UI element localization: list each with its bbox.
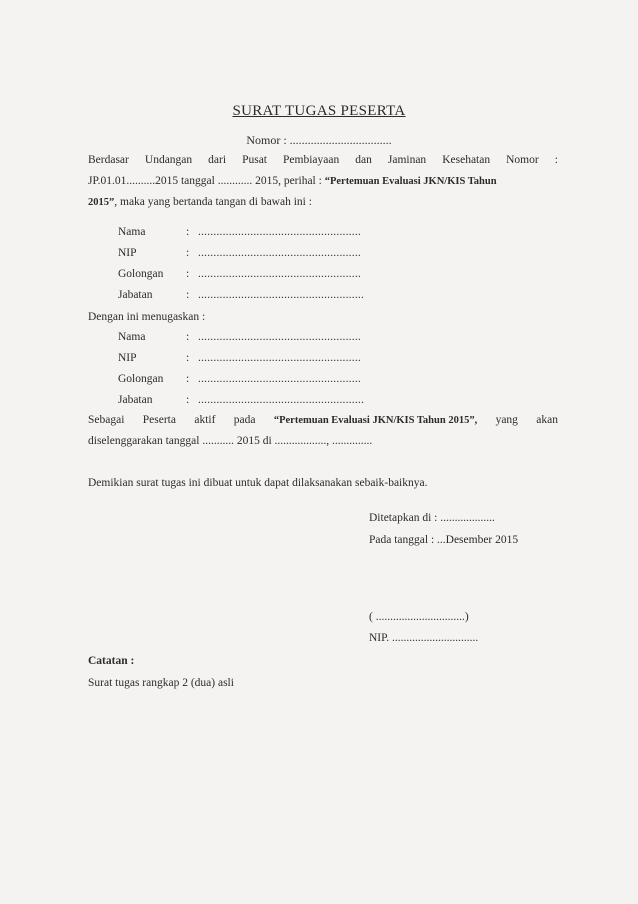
- closing-statement: Demikian surat tugas ini dibuat untuk dapat dilaksanakan sebaik-baiknya.: [88, 477, 428, 489]
- tanggal-line: Pada tanggal : ...Desember 2015: [369, 534, 519, 546]
- catatan-heading: Catatan :: [88, 655, 135, 667]
- participant-line-2: diselenggarakan tanggal ........... 2015 di .................., ..............: [88, 435, 373, 447]
- letter-page: SURAT TUGAS PESERTA Nomor : .................................. Berdasar Undangan dari Pusat Pembiayaan dan Jaminan Kesehatan Nomor : JP.01.01..........2015 tanggal ............ 2015, perihal : “Pertemuan Evaluasi JKN/KIS Tahun 2015”, maka yang bertanda tangan di bawah ini : Nama : ..................................................... NIP : ..................................................... Golongan : ..................................................... Jabatan : ...................................................... Dengan ini menugaskan : Nama : ..................................................... NIP : ..................................................... Golongan : ..................................................... Jabatan : ...................................................... Sebagai Peserta aktif pada “Pertemuan Evaluasi JKN/KIS Tahun 2015”, yang akan diselenggarakan tanggal ........... 2015 di .................., .............. Demikian surat tugas ini dibuat untuk dapat dilaksanakan sebaik-baiknya. Ditetapkan di : ................... Pada tanggal : ...Desember 2015 ( ...............................) NIP. .............................. Catatan : Surat tugas rangkap 2 (dua) asli: [0, 0, 638, 904]
- ditetapkan-line: Ditetapkan di : ...................: [369, 512, 495, 524]
- intro-line-1: Berdasar Undangan dari Pusat Pembiayaan dan Jaminan Kesehatan Nomor :: [88, 154, 558, 166]
- intro-line-3: 2015”, maka yang bertanda tangan di bawah ini :: [88, 196, 312, 208]
- letter-number: Nomor : ..................................: [246, 133, 392, 147]
- participant-line-1: Sebagai Peserta aktif pada “Pertemuan Evaluasi JKN/KIS Tahun 2015”, yang akan: [88, 410, 558, 431]
- signature-nip-line: NIP. ..............................: [369, 632, 479, 644]
- signature-name-line: ( ...............................): [369, 611, 469, 623]
- event-name-bold: “Pertemuan Evaluasi JKN/KIS Tahun: [324, 176, 497, 187]
- intro-line-2: JP.01.01..........2015 tanggal ............ 2015, perihal : “Pertemuan Evaluasi JKN/KIS Tahun: [88, 175, 497, 187]
- assign-heading: Dengan ini menugaskan :: [88, 311, 206, 323]
- intro-paragraph: [88, 150, 558, 213]
- participant-paragraph: [88, 410, 558, 452]
- letter-title: SURAT TUGAS PESERTA: [232, 103, 406, 119]
- event-name-bold: “Pertemuan Evaluasi JKN/KIS Tahun 2015”,: [273, 415, 478, 426]
- catatan-text: Surat tugas rangkap 2 (dua) asli: [88, 677, 234, 689]
